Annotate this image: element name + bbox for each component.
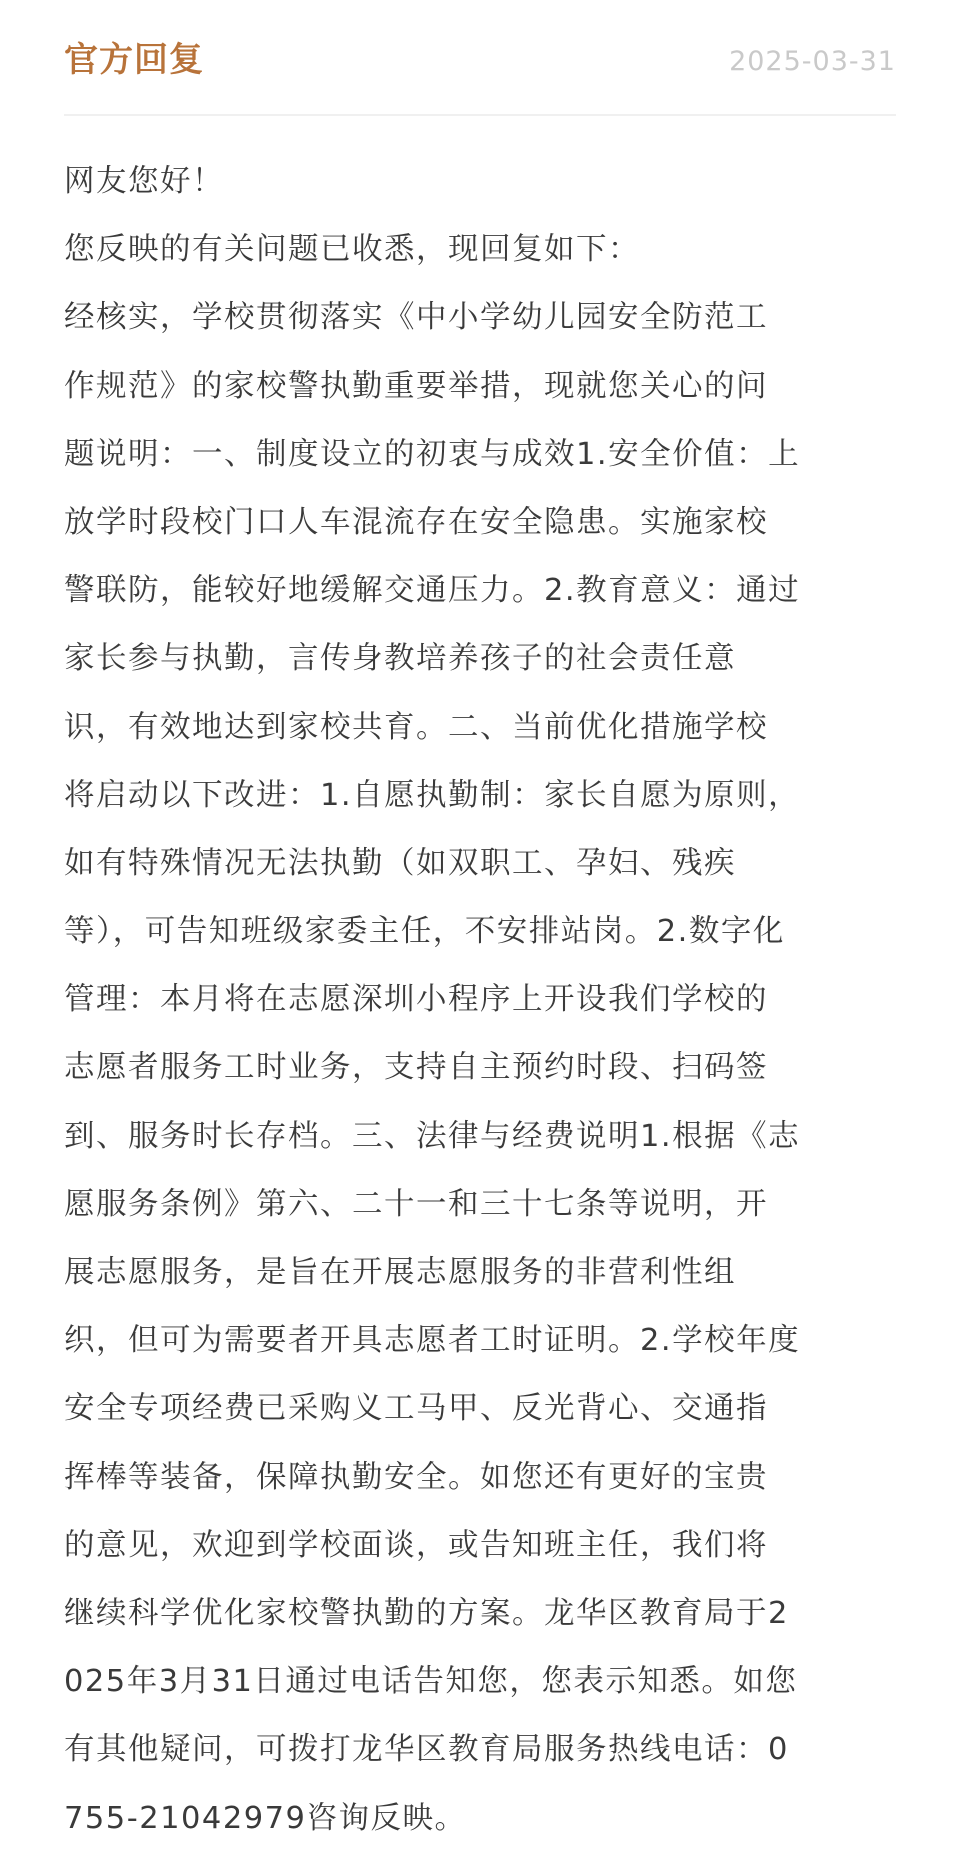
body-line: 将启动以下改进：1.自愿执勤制：家长自愿为原则， (64, 777, 801, 813)
body-line: 025年3月31日通过电话告知您，您表示知悉。如您 (64, 1664, 798, 1700)
body-line: 管理：本月将在志愿深圳小程序上开设我们学校的 (64, 982, 768, 1018)
body-line: 您反映的有关问题已收悉，现回复如下： (64, 232, 640, 268)
body-line: 挥棒等装备，保障执勤安全。如您还有更好的宝贵 (64, 1459, 768, 1495)
reply-body (64, 148, 904, 1853)
body-line: 经核实，学校贯彻落实《中小学幼儿园安全防范工 (64, 300, 768, 336)
body-line: 如有特殊情况无法执勤（如双职工、孕妇、残疾 (64, 845, 736, 881)
reply-date: 2025-03-31 (729, 46, 896, 77)
body-line: 题说明：一、制度设立的初衷与成效1.安全价值：上 (64, 436, 801, 472)
reply-title: 官方回复 (64, 40, 204, 80)
body-line: 警联防，能较好地缓解交通压力。2.教育意义：通过 (64, 573, 801, 609)
body-line: 继续科学优化家校警执勤的方案。龙华区教育局于2 (64, 1595, 789, 1631)
body-line: 网友您好！ (64, 164, 224, 199)
body-line: 到、服务时长存档。三、法律与经费说明1.根据《志 (64, 1118, 801, 1154)
body-line: 等），可告知班级家委主任，不安排站岗。2.数字化 (64, 914, 785, 950)
body-line: 织，但可为需要者开具志愿者工时证明。2.学校年度 (64, 1323, 801, 1359)
body-line: 安全专项经费已采购义工马甲、反光背心、交通指 (64, 1391, 768, 1427)
body-line: 755-21042979咨询反映。 (64, 1800, 467, 1836)
body-line: 作规范》的家校警执勤重要举措，现就您关心的问 (64, 368, 768, 404)
header-divider (64, 114, 896, 116)
body-line: 有其他疑问，可拨打龙华区教育局服务热线电话：0 (64, 1732, 789, 1768)
body-line: 志愿者服务工时业务，支持自主预约时段、扫码签 (64, 1050, 768, 1086)
body-line: 展志愿服务，是旨在开展志愿服务的非营利性组 (64, 1255, 736, 1290)
body-line: 愿服务条例》第六、二十一和三十七条等说明，开 (64, 1186, 768, 1222)
body-line: 识，有效地达到家校共育。二、当前优化措施学校 (64, 709, 768, 745)
reply-header (64, 34, 896, 84)
body-line: 放学时段校门口人车混流存在安全隐患。实施家校 (64, 504, 768, 540)
body-line: 的意见，欢迎到学校面谈，或告知班主任，我们将 (64, 1527, 768, 1563)
body-line: 家长参与执勤，言传身教培养孩子的社会责任意 (64, 641, 736, 677)
